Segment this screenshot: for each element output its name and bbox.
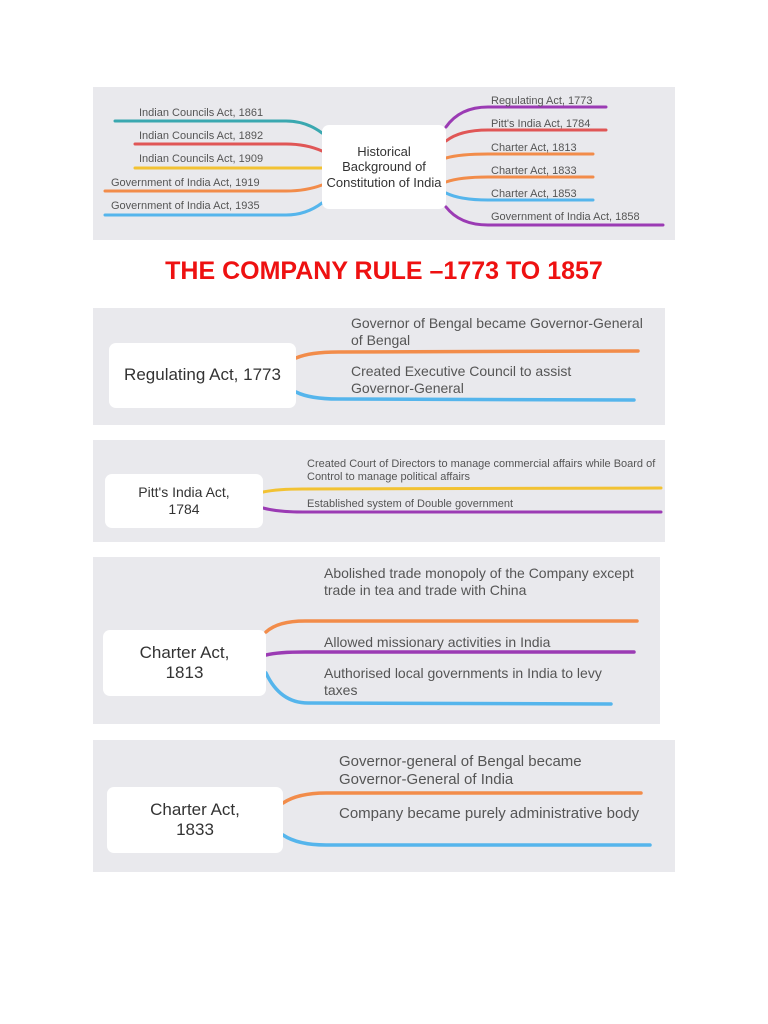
- overview-left-item: Indian Councils Act, 1892: [139, 130, 264, 142]
- act-point: Allowed missionary activities in India: [324, 634, 551, 650]
- act-panel-charter-1813: [93, 557, 660, 724]
- act-name: Regulating Act, 1773: [124, 365, 281, 385]
- overview-left-item: Indian Councils Act, 1861: [139, 107, 264, 119]
- act-point: Company became purely administrative body: [339, 805, 640, 822]
- act-panel-pitts-1784: [93, 440, 665, 542]
- act-panel-regulating-1773: [93, 308, 665, 425]
- branch-line: [296, 351, 638, 358]
- act-point: Governor-general of Bengal became Governor-General of India: [339, 753, 582, 788]
- branch-line: [283, 793, 641, 803]
- overview-mindmap: [93, 87, 675, 240]
- branch-line: [266, 652, 634, 655]
- act-name: Pitt's India Act, 1784: [138, 484, 230, 517]
- act-node: [107, 787, 283, 853]
- overview-right-item: Pitt's India Act, 1784: [491, 118, 591, 130]
- overview-right-item: Government of India Act, 1858: [491, 211, 640, 223]
- overview-left-item: Indian Councils Act, 1909: [139, 153, 264, 165]
- branch-line: [266, 621, 637, 632]
- overview-left-item: Government of India Act, 1935: [111, 200, 260, 212]
- overview-right-item: Charter Act, 1813: [491, 142, 577, 154]
- overview-left-item: Government of India Act, 1919: [111, 177, 260, 189]
- overview-center-label: Historical Background of Constitution of India: [326, 143, 442, 190]
- act-point: Created Executive Council to assist Governor-General: [351, 363, 572, 396]
- act-panel-charter-1833: [93, 740, 675, 872]
- act-point: Governor of Bengal became Governor-General of Bengal: [351, 315, 643, 348]
- overview-right-item: Charter Act, 1833: [491, 165, 577, 177]
- act-name: Charter Act, 1813: [139, 642, 230, 682]
- act-point: Abolished trade monopoly of the Company except trade in tea and trade with China: [324, 565, 634, 598]
- connector-icact-1892: [135, 144, 322, 151]
- overview-right-item: Charter Act, 1853: [491, 188, 577, 200]
- branch-line: [283, 835, 650, 845]
- overview-right-item: Regulating Act, 1773: [491, 95, 593, 107]
- act-node: [105, 474, 263, 528]
- act-point: Established system of Double government: [307, 498, 514, 510]
- page-title: THE COMPANY RULE –1773 TO 1857: [165, 257, 603, 285]
- overview-center-node: [322, 125, 446, 209]
- act-node: [103, 630, 266, 696]
- act-point: Created Court of Directors to manage commercial affairs while Board of Control to manage political affairs: [307, 458, 656, 484]
- act-name: Charter Act, 1833: [150, 799, 240, 839]
- branch-line: [263, 488, 661, 492]
- act-point: Authorised local governments in India to levy taxes: [324, 665, 602, 698]
- connector-pitts-1784: [446, 130, 606, 141]
- act-node: [109, 343, 296, 408]
